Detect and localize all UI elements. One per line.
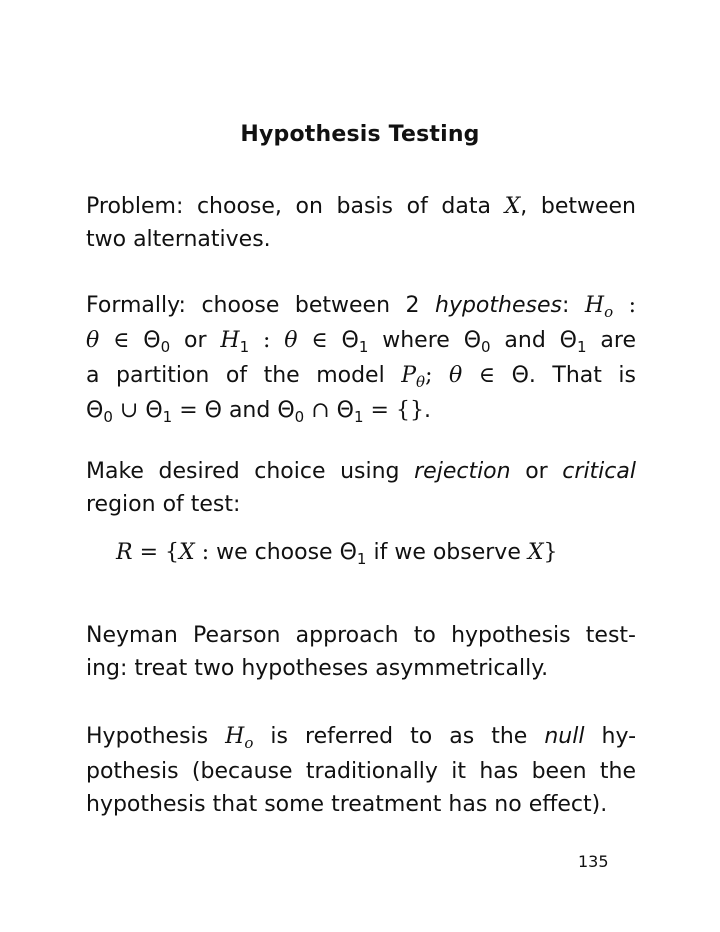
math-symbol: Θ [145, 398, 163, 423]
math-var: X [527, 540, 544, 565]
text-span: a partition of the model [86, 363, 385, 388]
paragraph-line: region of test: [86, 492, 241, 517]
paragraph-line: hypothesis that some treatment has no effect). [86, 792, 608, 817]
math-symbol: Θ [341, 328, 359, 353]
emphasis: critical [562, 459, 636, 484]
math-symbol: Θ [559, 328, 577, 353]
math-subscript: 1 [358, 338, 369, 356]
math-var: X [504, 194, 521, 219]
math-subscript: 1 [577, 338, 587, 356]
math-subscript: θ [416, 373, 426, 391]
paragraph-line [86, 359, 636, 394]
paragraph-line: pothesis (because traditionally it has been the [86, 759, 636, 784]
paragraph-line [86, 289, 636, 324]
math-subscript: 0 [160, 338, 171, 356]
page-number: 135 [578, 852, 609, 871]
math-symbol: ∈ [311, 328, 328, 353]
text-span: , between [520, 194, 636, 219]
math-subscript: 1 [162, 408, 173, 426]
text-span: we choose [216, 540, 333, 565]
math-symbol: } [543, 540, 558, 565]
emphasis: rejection [414, 459, 511, 484]
math-symbol: Θ [463, 328, 482, 353]
math-symbol: Θ [336, 398, 354, 423]
math-subscript: 0 [294, 408, 305, 426]
text-span: : [561, 293, 570, 318]
math-symbol: = [139, 540, 159, 565]
math-subscript: 0 [481, 338, 491, 356]
math-symbol: {} [395, 398, 424, 423]
math-symbol: ∈ [478, 363, 496, 388]
math-var: H [225, 724, 245, 749]
math-subscript: 1 [353, 408, 364, 426]
math-symbol: ∩ [311, 398, 330, 423]
math-symbol: Θ [339, 540, 357, 565]
paragraph-neyman-pearson [86, 619, 636, 685]
text-span: is referred to as the [270, 724, 528, 749]
paragraph-line: Neyman Pearson approach to hypothesis test- [86, 623, 636, 648]
text-span: if we observe [373, 540, 521, 565]
math-subscript: 0 [103, 408, 113, 426]
math-symbol: Θ [511, 363, 529, 388]
math-symbol: = [179, 398, 198, 423]
page-title: Hypothesis Testing [240, 122, 480, 147]
math-var: X [179, 540, 195, 565]
math-subscript: 1 [356, 550, 367, 568]
text-span: Formally: choose between 2 [86, 293, 420, 318]
text-span: hy- [601, 724, 637, 749]
math-var: P [401, 363, 417, 388]
math-subscript: o [244, 734, 254, 752]
math-subscript: o [604, 303, 614, 321]
text-span: Problem: choose, on basis of data [86, 194, 491, 219]
display-equation [116, 540, 558, 568]
math-symbol: : [628, 293, 637, 318]
text-span: are [600, 328, 636, 353]
paragraph-line [86, 720, 636, 755]
math-symbol: ∪ [119, 398, 139, 423]
paragraph-choice [86, 455, 636, 521]
paragraph-line [86, 394, 636, 429]
text-span: and [504, 328, 546, 353]
paragraph-line: two alternatives. [86, 227, 271, 252]
math-var: θ [284, 328, 298, 353]
emphasis: null [544, 724, 585, 749]
paragraph-line [86, 455, 636, 488]
paragraph-line [86, 190, 636, 223]
math-subscript: 1 [239, 338, 250, 356]
paragraph-formally [86, 289, 636, 429]
paragraph-null-hypothesis [86, 720, 636, 821]
paragraph-line: ing: treat two hypotheses asymmetrically. [86, 656, 549, 681]
math-symbol: = [370, 398, 389, 423]
math-symbol: Θ [86, 398, 104, 423]
math-var: R [116, 540, 133, 565]
math-symbol: ; [425, 363, 433, 388]
paragraph-problem [86, 190, 636, 256]
text-span: or [525, 459, 548, 484]
math-symbol: Θ [143, 328, 161, 353]
math-var: H [584, 293, 605, 318]
text-span: or [184, 328, 207, 353]
math-symbol: Θ [277, 398, 295, 423]
text-span: Make desired choice using [86, 459, 400, 484]
text-span: . That is [528, 363, 636, 388]
math-symbol: { [165, 540, 180, 565]
emphasis: hypotheses [435, 293, 562, 318]
text-span: and [228, 398, 271, 423]
math-symbol: ∈ [113, 328, 130, 353]
math-symbol: : [262, 328, 271, 353]
math-var: H [220, 328, 240, 353]
paragraph-line [86, 324, 636, 359]
math-var: θ [86, 328, 100, 353]
text-span: . [423, 398, 431, 423]
text-span: Hypothesis [86, 724, 209, 749]
math-symbol: Θ [204, 398, 222, 423]
text-span: where [382, 328, 450, 353]
math-symbol: : [201, 540, 210, 565]
math-var: θ [449, 363, 463, 388]
